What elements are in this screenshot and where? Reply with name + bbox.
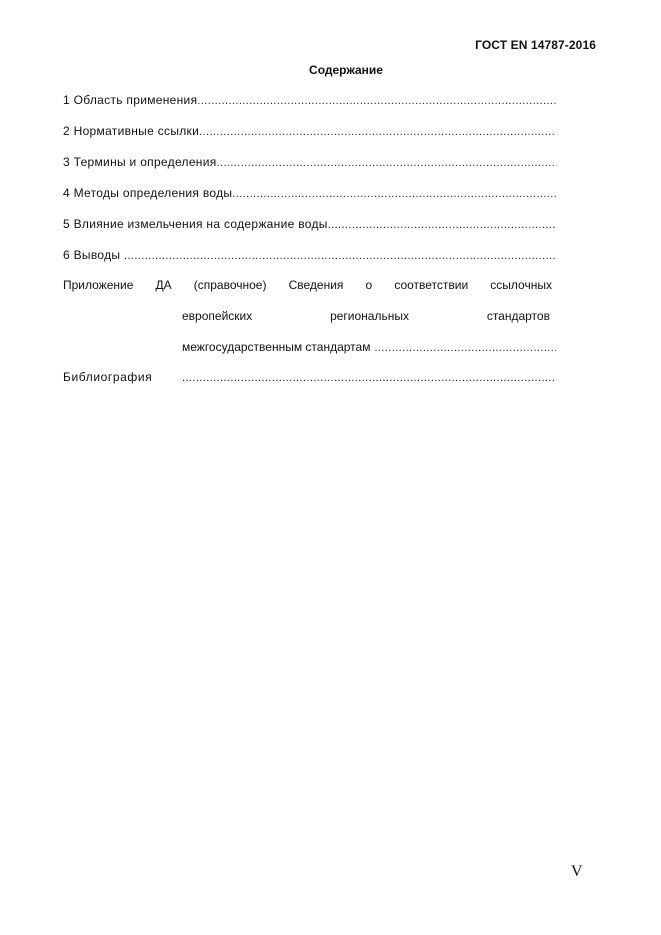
toc-entry-label: Библиография xyxy=(63,370,153,384)
toc-entry-label: 6 Выводы xyxy=(63,248,124,262)
appendix-word: стандартов xyxy=(486,309,550,323)
appendix-word: ДА xyxy=(155,278,172,292)
toc-entry-label: 2 Нормативные ссылки xyxy=(63,124,200,138)
toc-title: Содержание xyxy=(309,63,383,77)
toc-entry-label: 4 Методы определения воды xyxy=(63,186,233,200)
toc-entry[interactable] xyxy=(63,217,556,233)
appendix-word: ссылочных xyxy=(490,278,552,292)
toc-entry-label: межгосударственным стандартам xyxy=(182,340,371,354)
toc-leader-dots xyxy=(199,126,556,138)
toc-leader-dots xyxy=(370,342,556,354)
toc-leader-dots xyxy=(124,250,556,262)
toc-entry[interactable] xyxy=(63,155,556,171)
appendix-word: региональных xyxy=(330,309,409,323)
toc-entry[interactable] xyxy=(63,248,556,264)
toc-leader-dots xyxy=(232,188,556,200)
toc-entry[interactable] xyxy=(63,93,556,109)
appendix-word: соответствии xyxy=(394,278,469,292)
appendix-word: (справочное) xyxy=(193,278,267,292)
appendix-word: о xyxy=(365,278,373,292)
appendix-word: Сведения xyxy=(288,278,344,292)
toc-entry-label: 3 Термины и определения xyxy=(63,155,217,169)
toc-entry[interactable] xyxy=(63,124,556,140)
appendix-word: европейских xyxy=(182,309,253,323)
toc-appendix-line-3[interactable] xyxy=(182,340,556,356)
toc-entry[interactable] xyxy=(63,186,556,202)
toc-appendix-line-2[interactable] xyxy=(182,309,550,323)
toc-bibliography[interactable] xyxy=(63,370,556,386)
toc-leader-dots xyxy=(182,372,556,384)
toc-leader-dots xyxy=(328,219,556,231)
toc-appendix-line-1[interactable] xyxy=(63,278,552,292)
toc-entry-label: 1 Область применения xyxy=(63,93,198,107)
page-number: V xyxy=(571,863,583,880)
toc-leader-dots xyxy=(217,157,556,169)
toc-entry-label: 5 Влияние измельчения на содержание воды xyxy=(63,217,328,231)
document-id: ГОСТ EN 14787-2016 xyxy=(475,38,596,52)
toc-leader-dots xyxy=(197,95,556,107)
appendix-word: Приложение xyxy=(63,278,134,292)
